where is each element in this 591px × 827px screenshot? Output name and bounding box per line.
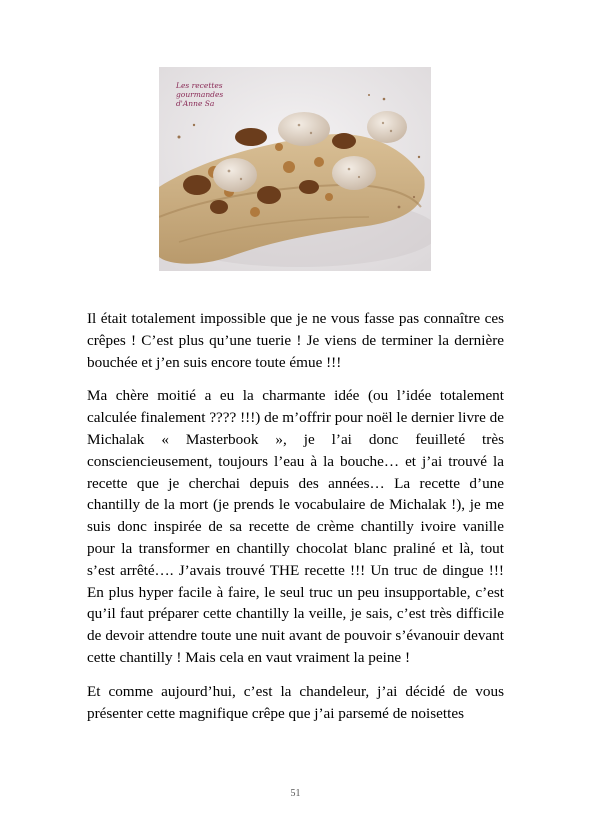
article-body (87, 308, 504, 736)
watermark-text: Les recettes gourmandes d'Anne Sa (176, 81, 224, 108)
paragraph-1: Il était totalement impossible que je ne vous fasse pas connaître ces crêpes ! C’est plus qu’une tuerie ! Je viens de terminer la dernière bouchée et j’en suis encore toute émue !!! (87, 310, 504, 371)
paragraph-3: Et comme aujourd’hui, c’est la chandeleur, j’ai décidé de vous présenter cette magnifique crêpe que j’ai parsemé de noisettes (87, 682, 504, 722)
crepe-photo (159, 67, 431, 271)
paragraph-2: Ma chère moitié a eu la charmante idée (ou l’idée totalement calculée finalement ???? !!!) de m’offrir pour noël le dernier livre de Michalak « Masterbook », je l’ai donc feuilleté très consciencieusement, toujours l’eau à la bouche… et j’ai trouvé la recette que je cherchai depuis des années… La recette d’une chantilly de la mort (je prends le vocabulaire de Michalak !), je me suis donc inspirée de sa recette de crème chantilly ivoire vanille pour la transformer en chantilly chocolat blanc praliné et là, tout s’est arrêté…. J’avais trouvé THE recette !!! Un truc de dingue !!! En plus hyper facile à faire, le seul truc un peu insupportable, c’est qu’il faut préparer cette chantilly la veille, je sais, c’est très difficile de devoir attendre toute une nuit avant de pouvoir s’évanouir devant cette chantilly ! Mais cela en vaut vraiment la peine ! (87, 387, 504, 666)
page-number: 51 (290, 788, 301, 799)
